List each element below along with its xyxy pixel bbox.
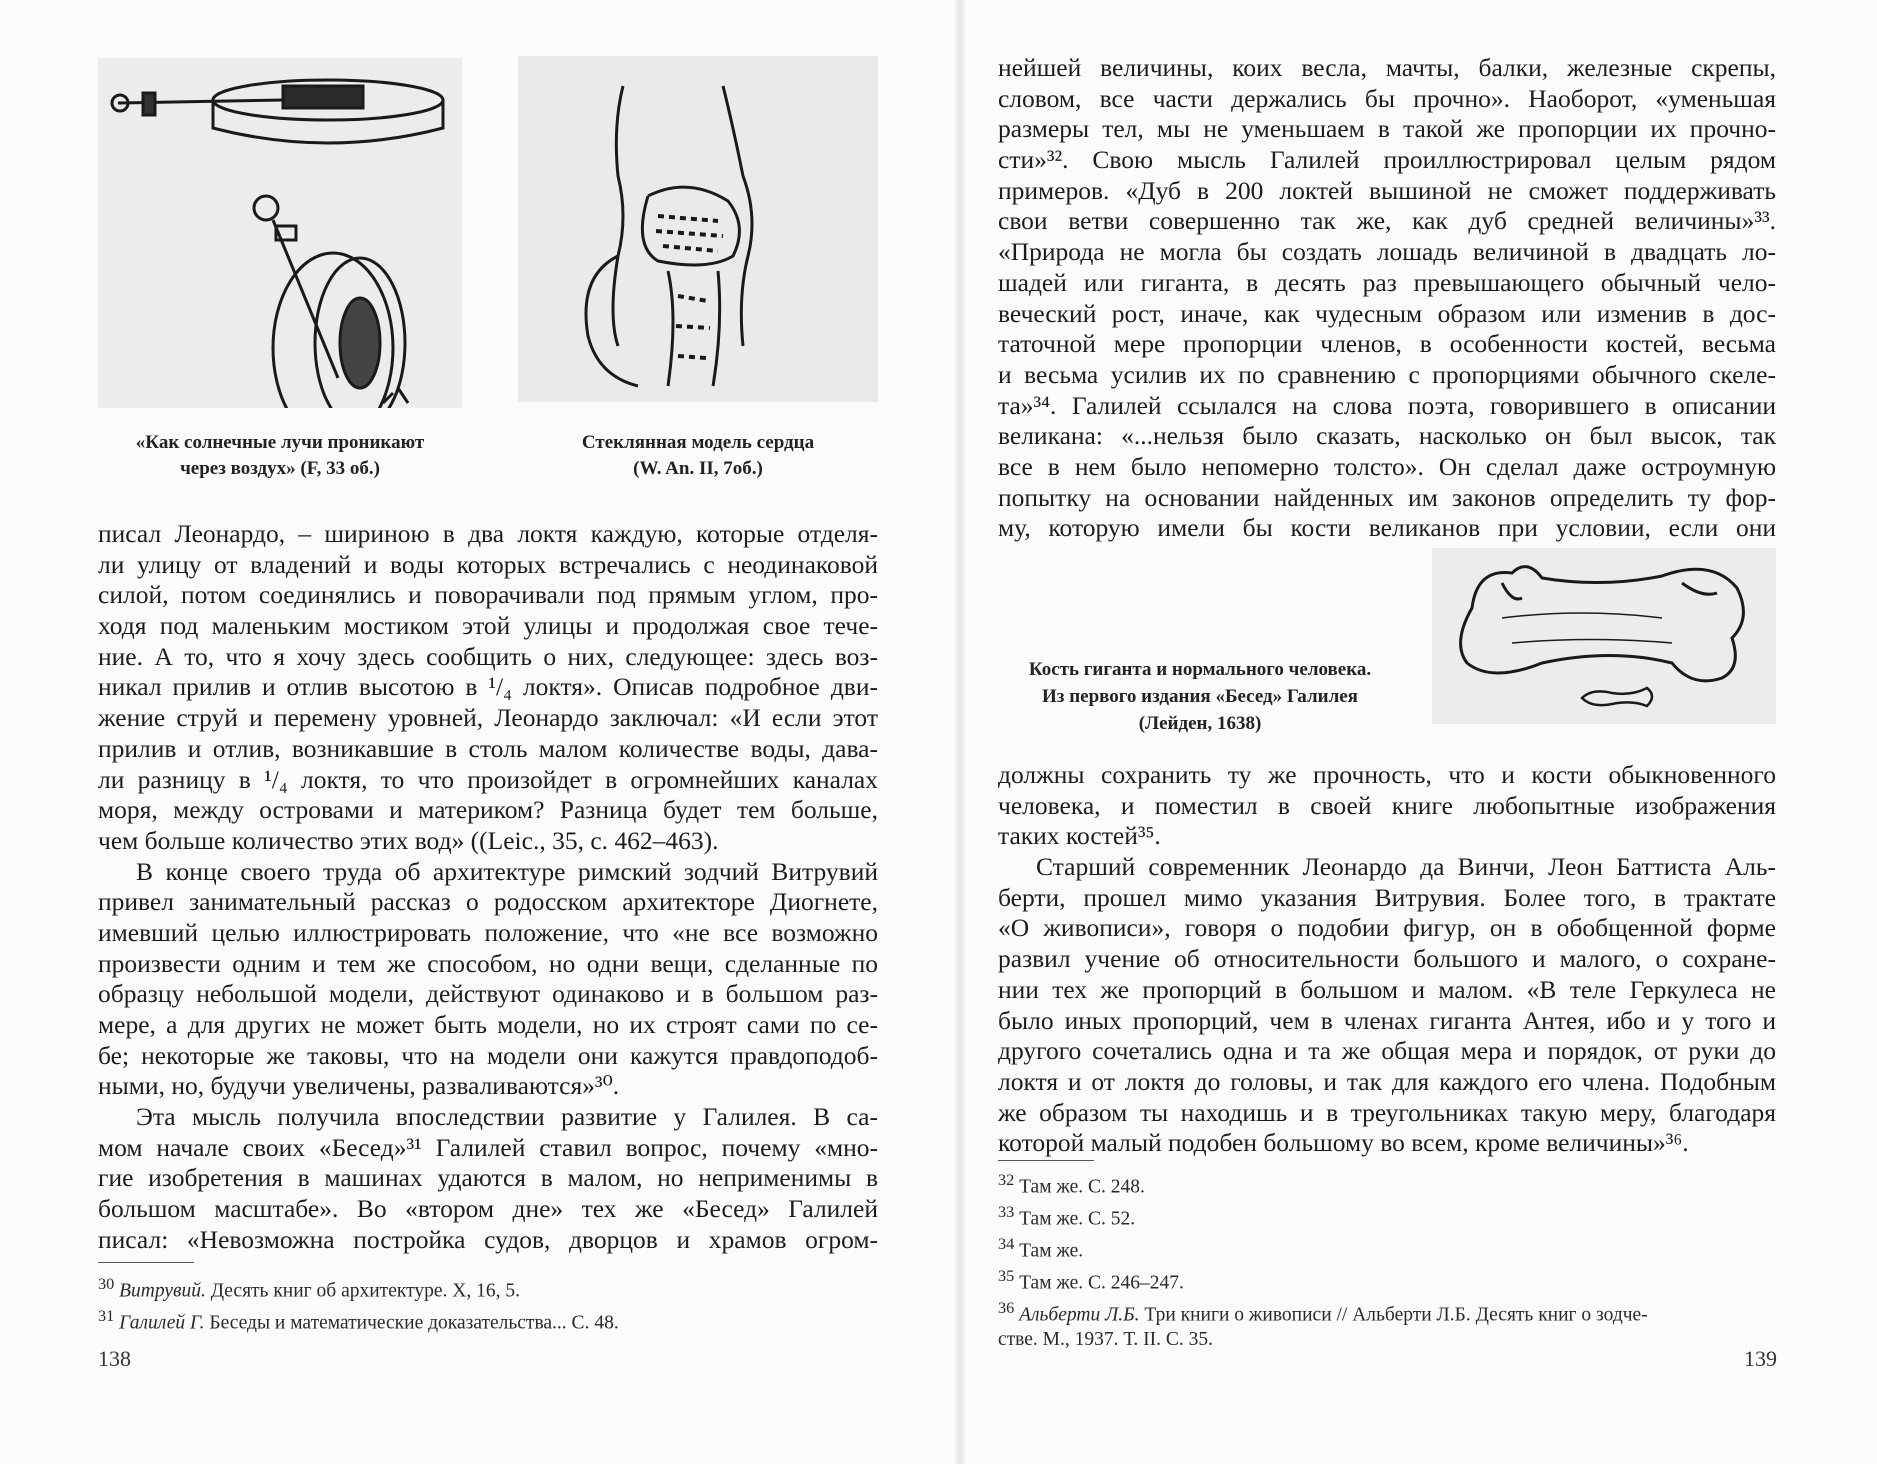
caption-line: через воздух» (F, 33 об.) bbox=[180, 458, 380, 479]
footnote-number: 36 bbox=[998, 1299, 1015, 1317]
footnote-text: Три книги о живописи // Альберти Л.Б. Десять книг о зодче- bbox=[1139, 1304, 1648, 1326]
footnote-35 bbox=[998, 1264, 1776, 1296]
text-line: должны сохранить ту же прочность, что и кости обыкновенного bbox=[998, 760, 1776, 789]
footnote-rule bbox=[98, 1262, 194, 1263]
figure-glass-heart-drawing bbox=[518, 56, 878, 402]
text-line: другого сочетались одна и та же общая мера и порядок, от руки до bbox=[998, 1036, 1776, 1066]
footnote-text: Там же. С. 52. bbox=[1014, 1208, 1136, 1230]
right-body-top bbox=[998, 53, 1776, 544]
footnote-number: 31 bbox=[98, 1307, 115, 1325]
giant-bone-sketch bbox=[1432, 548, 1776, 724]
text-line: ние. А то, что я хочу здесь сообщить о них, следующее: здесь воз- bbox=[98, 641, 878, 671]
text-line: развил учение об относительности большого и малого, о сохране- bbox=[998, 944, 1776, 974]
text-line: шадей или гиганта, в десять раз превышающего обычный чело- bbox=[998, 267, 1776, 297]
text-line: В конце своего труда об архитектуре римский зодчий Витрувий bbox=[136, 856, 878, 886]
footnote-text: Беседы и математические доказательства... С. 48. bbox=[204, 1312, 619, 1334]
text-line: моря, между островами и материком? Разница будет тем больше, bbox=[98, 795, 878, 825]
footnote-text: Там же. bbox=[1014, 1240, 1084, 1262]
caption-line: (W. An. II, 7об.) bbox=[633, 458, 763, 479]
text-line: которой малый подобен большому во всем, кроме величины»³⁶. bbox=[998, 1128, 1689, 1158]
text-line: силой, потом соединялись и поворачивали под прямым углом, про- bbox=[98, 580, 878, 610]
text-line: было иных пропорций, чем в членах гиганта Антея, ибо и у того и bbox=[998, 1005, 1776, 1035]
text-line: образцу небольшой модели, действуют одинаково и в большом раз- bbox=[98, 979, 878, 1009]
text-line: ли улицу от владений и воды которых встречались с неодинаковой bbox=[98, 549, 878, 579]
book-gutter bbox=[955, 0, 965, 1464]
text-line: ходя под маленьким мостиком этой улицы и продолжая свое тече- bbox=[98, 611, 878, 641]
text-line: же образом ты находишь и в треугольниках такую меру, благодаря bbox=[998, 1097, 1776, 1127]
text-line: привел занимательный рассказ о родосском архитекторе Диогнете, bbox=[98, 887, 878, 917]
text-line: бе; некоторые же таковы, что на модели они кажутся правдоподоб- bbox=[98, 1040, 878, 1070]
text-line: берти, прошел мимо указания Витрувия. Более того, в трактате bbox=[998, 882, 1776, 912]
footnote-31 bbox=[98, 1304, 878, 1336]
footnote-text: Там же. С. 248. bbox=[1014, 1176, 1145, 1198]
footnote-text: Десять книг об архитектуре. X, 16, 5. bbox=[205, 1280, 520, 1302]
caption-line: Кость гиганта и нормального человека. bbox=[1028, 659, 1372, 680]
footnote-number: 32 bbox=[998, 1171, 1015, 1189]
text-line: все в нем было непомерно толсто». Он сделал даже остроумную bbox=[998, 451, 1776, 481]
figure1-caption bbox=[98, 430, 462, 482]
caption-line: «Как солнечные лучи проникают bbox=[135, 432, 425, 453]
footnote-number: 35 bbox=[998, 1267, 1015, 1285]
text-line: таточной мере пропорции членов, в особенности костей, весьма bbox=[998, 329, 1776, 359]
text-line: локтя и от локтя до головы, и так для каждого его члена. Подобным bbox=[998, 1066, 1776, 1096]
footnote-text: Там же. С. 246–247. bbox=[1014, 1272, 1184, 1294]
sunrays-sketch bbox=[98, 58, 462, 408]
text-line: никал прилив и отлив высотою в ¹/₄ локтя». Описав подробное дви- bbox=[98, 672, 878, 702]
text-line: «О живописи», говоря о подобии фигур, он в обобщенной форме bbox=[998, 913, 1776, 943]
text-line: Эта мысль получила впоследствии развитие у Галилея. В са- bbox=[136, 1102, 878, 1132]
right-body-bottom bbox=[998, 760, 1776, 1159]
figure-sunrays-drawing bbox=[98, 58, 462, 408]
text-line: писал: «Невозможна постройка судов, дворцов и храмов огром- bbox=[98, 1224, 878, 1254]
text-line: веческий рост, иначе, как чудесным образом или изменив в дос- bbox=[998, 298, 1776, 328]
text-line: писал Леонардо, – шириною в два локтя каждую, которые отделя- bbox=[98, 519, 878, 548]
text-line: ными, но, будучи увеличены, разваливаются»³⁰. bbox=[98, 1071, 620, 1101]
figure3-caption bbox=[998, 656, 1402, 737]
text-line: человека, и поместил в своей книге любопытные изображения bbox=[998, 790, 1776, 820]
footnote-36-continued: стве. М., 1937. Т. II. С. 35. bbox=[998, 1329, 1213, 1350]
text-line: таких костей³⁵. bbox=[998, 821, 1161, 851]
text-line: мом начале своих «Бесед»³¹ Галилей ставил вопрос, почему «мно- bbox=[98, 1132, 878, 1162]
footnote-33 bbox=[998, 1200, 1776, 1232]
text-line: словом, все части держались бы прочно». Наоборот, «уменьшая bbox=[998, 83, 1776, 113]
text-line: та»³⁴. Галилей ссылался на слова поэта, говорившего в описании bbox=[998, 390, 1776, 420]
footnote-author: Альберти Л.Б. bbox=[1019, 1304, 1140, 1326]
text-line: имевший целью иллюстрировать положение, что «не все возможно bbox=[98, 917, 878, 947]
text-line: мере, а для других не может быть модели, но их строят сами по се- bbox=[98, 1010, 878, 1039]
text-line: нейшей величины, коих весла, мачты, балки, железные скрепы, bbox=[998, 53, 1776, 82]
text-line: размеры тел, мы не уменьшаем в такой же пропорции их прочно- bbox=[998, 114, 1776, 144]
footnote-34 bbox=[998, 1232, 1776, 1264]
text-line: Старший современник Леонардо да Винчи, Леон Баттиста Аль- bbox=[1036, 852, 1776, 882]
right-footnotes bbox=[998, 1168, 1776, 1353]
left-footnotes bbox=[98, 1272, 878, 1336]
text-line: сти»³². Свою мысль Галилей проиллюстрировал целым рядом bbox=[998, 145, 1776, 175]
footnote-36 bbox=[998, 1296, 1776, 1328]
text-line: великана: «...нельзя было сказать, насколько он был высок, так bbox=[998, 421, 1776, 451]
figure2-caption bbox=[518, 430, 878, 482]
text-line: большом масштабе». Во «втором дне» тех же «Бесед» Галилей bbox=[98, 1194, 878, 1224]
text-line: свои ветви совершенно так же, как дуб средней величины»³³. bbox=[998, 206, 1776, 236]
footnote-author: Витрувий. bbox=[119, 1280, 206, 1302]
footnote-30 bbox=[98, 1272, 878, 1304]
text-line: прилив и отлив, возникавшие в столь малом количестве воды, дава- bbox=[98, 733, 878, 763]
text-line: ли разницу в ¹/₄ локтя, то что произойдет в огромнейших каналах bbox=[98, 764, 878, 794]
footnote-number: 33 bbox=[998, 1203, 1015, 1221]
footnote-number: 30 bbox=[98, 1275, 115, 1293]
glass-heart-sketch bbox=[518, 56, 878, 402]
text-line: гие изобретения в машинах удаются в малом, но неприменимы в bbox=[98, 1163, 878, 1193]
text-line: попытку на основании найденных им законов определить ту фор- bbox=[998, 482, 1776, 512]
text-line: жение струй и перемену уровней, Леонардо заключал: «И если этот bbox=[98, 703, 878, 733]
caption-line: Стеклянная модель сердца bbox=[581, 432, 815, 453]
text-line: му, которую имели бы кости великанов при условии, если они bbox=[998, 513, 1776, 543]
footnote-rule bbox=[998, 1160, 1094, 1161]
figure-giant-bone-drawing bbox=[1432, 548, 1776, 724]
text-line: и весьма усилив их по сравнению с пропорциями обычного скеле- bbox=[998, 359, 1776, 389]
page-number-left: 138 bbox=[98, 1346, 131, 1371]
text-line: «Природа не могла бы создать лошадь величиной в двадцать ло- bbox=[998, 237, 1776, 267]
left-body-text bbox=[98, 519, 878, 1256]
caption-line: (Лейден, 1638) bbox=[1138, 713, 1262, 734]
footnote-number: 34 bbox=[998, 1235, 1015, 1253]
text-line: нии тех же пропорций в большом и малом. «В теле Геркулеса не bbox=[998, 974, 1776, 1004]
text-line: произвести одним и тем же способом, но одни вещи, сделанные по bbox=[98, 948, 878, 978]
footnote-32 bbox=[998, 1168, 1776, 1200]
page-number-right: 139 bbox=[1744, 1346, 1777, 1371]
text-line: примеров. «Дуб в 200 локтей вышиной не сможет поддерживать bbox=[998, 175, 1776, 205]
footnote-author: Галилей Г. bbox=[119, 1312, 205, 1334]
text-line: чем больше количество этих вод» ((Leic., 35, с. 462–463). bbox=[98, 825, 719, 855]
caption-line: Из первого издания «Бесед» Галилея bbox=[1042, 686, 1358, 707]
